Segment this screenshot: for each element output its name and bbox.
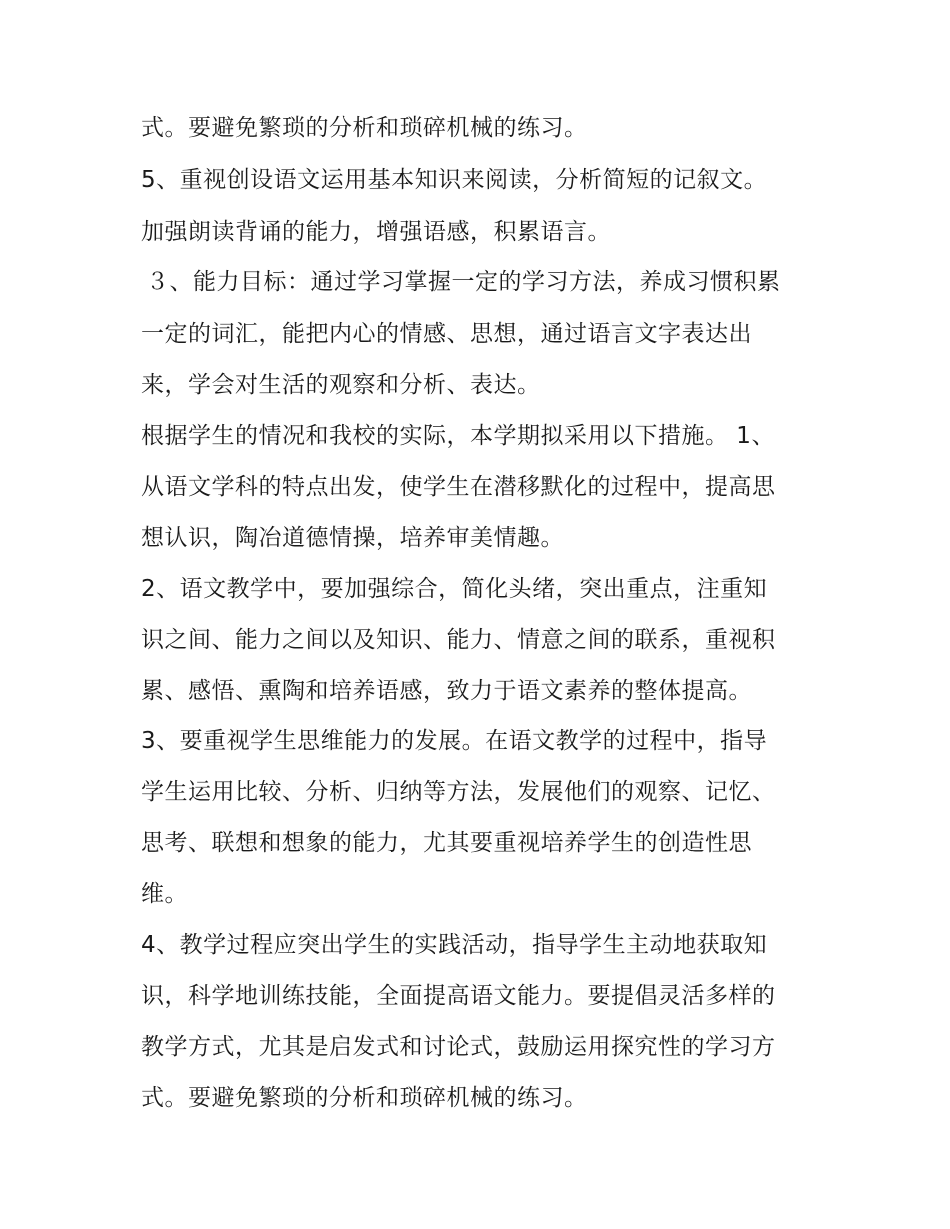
text-line: 维。 <box>141 881 188 907</box>
text-line: 一定的词汇，能把内心的情感、思想，通过语言文字表达出 <box>141 321 752 347</box>
text-line: 识之间、能力之间以及知识、能力、情意之间的联系，重视积 <box>141 627 776 653</box>
text-line: 识，科学地训练技能，全面提高语文能力。要提倡灵活多样的 <box>141 983 776 1009</box>
text-line: 5、重视创设语文运用基本知识来阅读，分析简短的记叙文。 <box>141 167 768 193</box>
text-line: 教学方式，尤其是启发式和讨论式，鼓励运用探究性的学习方 <box>141 1034 776 1060</box>
text-line: 加强朗读背诵的能力，增强语感，积累语言。 <box>141 219 611 245</box>
text-line: 式。要避免繁琐的分析和琐碎机械的练习。 <box>141 1085 588 1111</box>
text-line: 3、要重视学生思维能力的发展。在语文教学的过程中，指导 <box>141 728 768 754</box>
text-line: 学生运用比较、分析、归纳等方法，发展他们的观察、记忆、 <box>141 779 776 805</box>
text-line: 累、感悟、熏陶和培养语感，致力于语文素养的整体提高。 <box>141 678 752 704</box>
text-line: ３、能力目标：通过学习掌握一定的学习方法，养成习惯积累 <box>146 269 781 295</box>
text-line: 来，学会对生活的观察和分析、表达。 <box>141 372 541 398</box>
text-line: 4、教学过程应突出学生的实践活动，指导学生主动地获取知 <box>141 932 768 958</box>
text-line: 式。要避免繁琐的分析和琐碎机械的练习。 <box>141 115 588 141</box>
text-line: 想认识，陶冶道德情操，培养审美情趣。 <box>141 525 564 551</box>
text-line: 2、语文教学中，要加强综合，简化头绪，突出重点，注重知 <box>141 576 768 602</box>
text-line: 思考、联想和想象的能力，尤其要重视培养学生的创造性思 <box>141 830 752 856</box>
text-line: 从语文学科的特点出发，使学生在潜移默化的过程中，提高思 <box>141 474 776 500</box>
text-line: 根据学生的情况和我校的实际，本学期拟采用以下措施。 1、 <box>141 423 775 449</box>
